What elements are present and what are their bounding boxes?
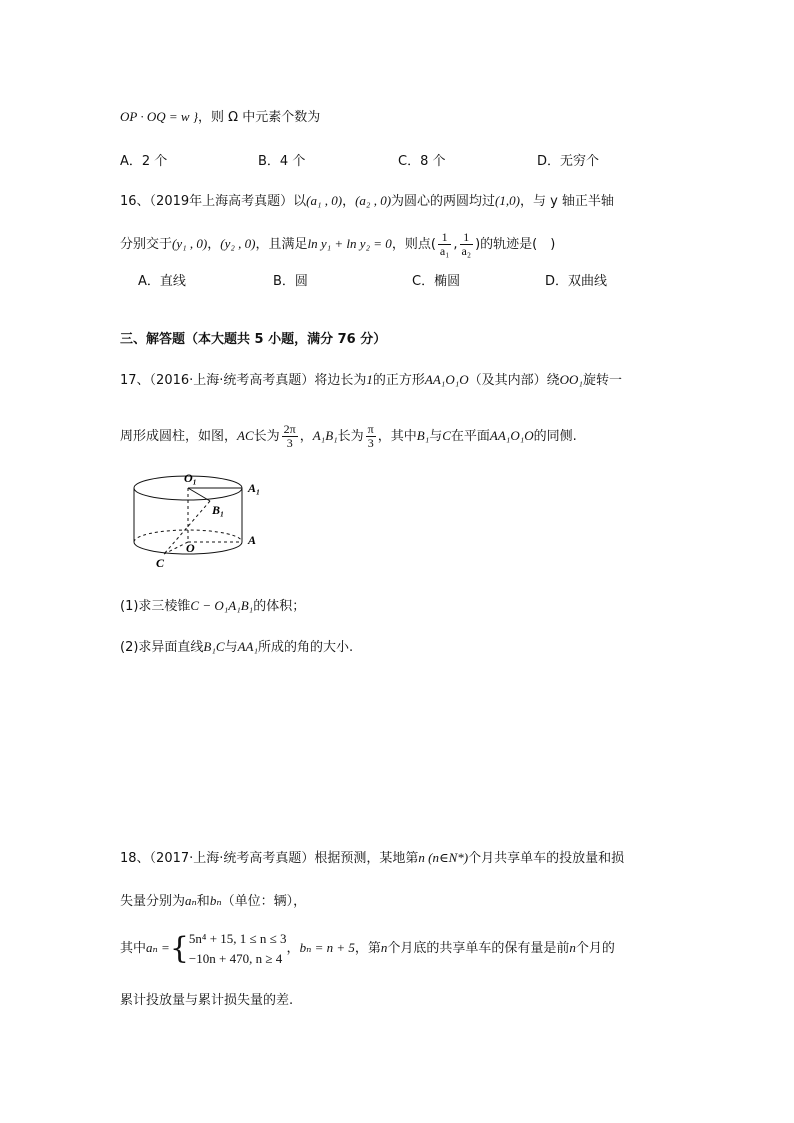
q18-text: 18、（2017·上海·统考高考真题）根据预测，某地第: [120, 851, 419, 866]
left-brace: {: [169, 930, 189, 966]
q16-option-d[interactable]: D．双曲线: [545, 274, 608, 289]
q18-text: （单位：辆），: [221, 894, 307, 909]
q17-pyramid: C − O₁A₁B₁: [190, 598, 254, 613]
q16-comma: ,: [453, 237, 458, 252]
q18-text: 个月共享单车的投放量和损: [468, 851, 625, 866]
q17-text: 与: [224, 640, 238, 655]
frac-denominator: a₁: [439, 244, 450, 258]
q17-text: 长为: [337, 429, 364, 444]
q16-text: )的轨迹是( ): [475, 237, 556, 252]
q16-text: 分别交于: [120, 237, 173, 252]
q17-text: 的体积；: [253, 599, 306, 614]
label-c: C: [156, 556, 165, 570]
q17-text: 17、（2016·上海·统考高考真题）将边长为: [120, 373, 367, 388]
q16-point-y2: (y₂ , 0): [220, 236, 256, 251]
q16-point-y1: (y₁ , 0): [172, 236, 208, 251]
q17-frac-pi-3: [366, 423, 376, 450]
q16-point-a2: (a₂ , 0): [355, 193, 392, 208]
frac-numerator: 1: [438, 231, 452, 245]
q16-frac-1: [438, 231, 452, 258]
q18-text: 失量分别为: [120, 894, 186, 909]
q17-text: 旋转一: [582, 373, 622, 388]
q16-condition: ln y₁ + ln y₂ = 0: [307, 236, 392, 251]
label-o: O: [186, 541, 195, 555]
q16-sep: ，: [342, 194, 356, 209]
q18-text: 和: [196, 894, 210, 909]
q18-line1: [120, 849, 624, 868]
q17-line1: [120, 371, 622, 390]
q15-option-b[interactable]: B．4 个: [258, 154, 306, 169]
q18-line3: [120, 926, 615, 971]
q16-point-a1: (a₁ , 0): [306, 193, 343, 208]
q18-line2: [120, 892, 306, 911]
q18-n: n: [380, 940, 388, 955]
q15-option-a[interactable]: A．2 个: [120, 154, 168, 169]
q17-text: 周形成圆柱，如图，: [120, 429, 238, 444]
segment-o-c: [164, 542, 188, 554]
frac-denominator: a₂: [461, 244, 472, 258]
segment-o1-b1: [188, 488, 210, 501]
q17-text: 所成的角的大小.: [257, 640, 354, 655]
q17-text: ，其中: [377, 429, 417, 444]
q18-line4: 累计投放量与累计损失量的差.: [120, 993, 294, 1008]
q17-sep: ，: [299, 429, 313, 444]
q17-text: (1)求三棱锥: [120, 599, 191, 614]
q16-text: ，且满足: [255, 237, 308, 252]
q16-frac-2: [460, 231, 474, 258]
frac-denominator: 3: [367, 436, 374, 450]
q17-text: 与: [429, 429, 443, 444]
q17-text: 的同侧.: [533, 429, 577, 444]
q18-n-condition: n (n∈N*): [418, 850, 469, 865]
q17-point-b1: B₁: [416, 428, 430, 443]
q17-square: AA₁O₁O: [424, 372, 469, 387]
q17-frac-2pi-3: [282, 423, 298, 450]
q17-text: 的正方形: [372, 373, 425, 388]
q17-sub1: [120, 597, 305, 616]
q16-option-b[interactable]: B．圆: [273, 274, 308, 289]
q16-option-a[interactable]: A．直线: [138, 274, 186, 289]
q17-line-aa1: AA₁: [237, 639, 258, 654]
q16-point-1-0: (1,0): [495, 193, 520, 208]
q17-arc-ac: AC: [237, 428, 254, 443]
q18-text: 其中: [120, 941, 147, 956]
q17-axis: OO₁: [559, 372, 583, 387]
q15-formula: OP · OQ = w }: [120, 109, 199, 124]
q18-an-eq: aₙ =: [146, 940, 170, 955]
q18-case-1: 5n⁴ + 15, 1 ≤ n ≤ 3: [188, 930, 287, 946]
cylinder-figure: [128, 468, 268, 572]
q15-tail-text: ，则 Ω 中元素个数为: [198, 110, 321, 125]
q17-sub2: [120, 638, 353, 657]
q17-text: 在平面: [450, 429, 490, 444]
label-b1: B₁: [212, 503, 225, 517]
q17-arc-a1b1: A₁B₁: [312, 428, 338, 443]
q15-tail-line: [120, 108, 320, 127]
q18-text: 个月的: [575, 941, 615, 956]
q18-bn: bₙ: [209, 893, 222, 908]
q15-option-d[interactable]: D．无穷个: [537, 154, 600, 169]
frac-numerator: 1: [460, 231, 474, 245]
q17-side-length: 1: [366, 372, 373, 387]
q16-option-c[interactable]: C．椭圆: [412, 274, 461, 289]
q16-text: ，则点(: [391, 237, 436, 252]
q18-cases: [189, 929, 287, 969]
q18-sep: ，: [286, 941, 300, 956]
label-o1: O₁: [184, 471, 197, 485]
q18-case-2: −10n + 470, n ≥ 4: [188, 950, 283, 966]
q18-text: ，第: [354, 941, 381, 956]
label-a1: A₁: [248, 481, 261, 495]
label-a: A: [248, 533, 257, 547]
q18-text: 个月底的共享单车的保有量是前: [387, 941, 570, 956]
q16-sep: ，: [207, 237, 221, 252]
q18-n: n: [569, 940, 576, 955]
q16-text: 为圆心的两圆均过: [391, 194, 496, 209]
frac-numerator: π: [367, 422, 374, 436]
q17-line2: [120, 418, 577, 455]
q15-option-c[interactable]: C．8 个: [398, 154, 446, 169]
section-heading: 三、解答题（本大题共 5 小题，满分 76 分）: [120, 332, 387, 347]
q17-text: （及其内部）绕: [468, 373, 560, 388]
frac-denominator: 3: [286, 436, 293, 450]
q16-line2: [120, 226, 555, 263]
q16-line1: [120, 192, 614, 211]
q17-text: (2)求异面直线: [120, 640, 204, 655]
q17-line-b1c: B₁C: [203, 639, 225, 654]
q17-plane: AA₁O₁O: [489, 428, 534, 443]
q17-point-c: C: [442, 428, 451, 443]
frac-numerator: 2π: [283, 422, 296, 436]
q17-text: 长为: [253, 429, 280, 444]
q18-bn-eq: bₙ = n + 5: [299, 940, 355, 955]
q16-text: 16、（2019年上海高考真题）以: [120, 194, 307, 209]
q18-an: aₙ: [185, 893, 197, 908]
q16-text: ，与 y 轴正半轴: [519, 194, 614, 209]
